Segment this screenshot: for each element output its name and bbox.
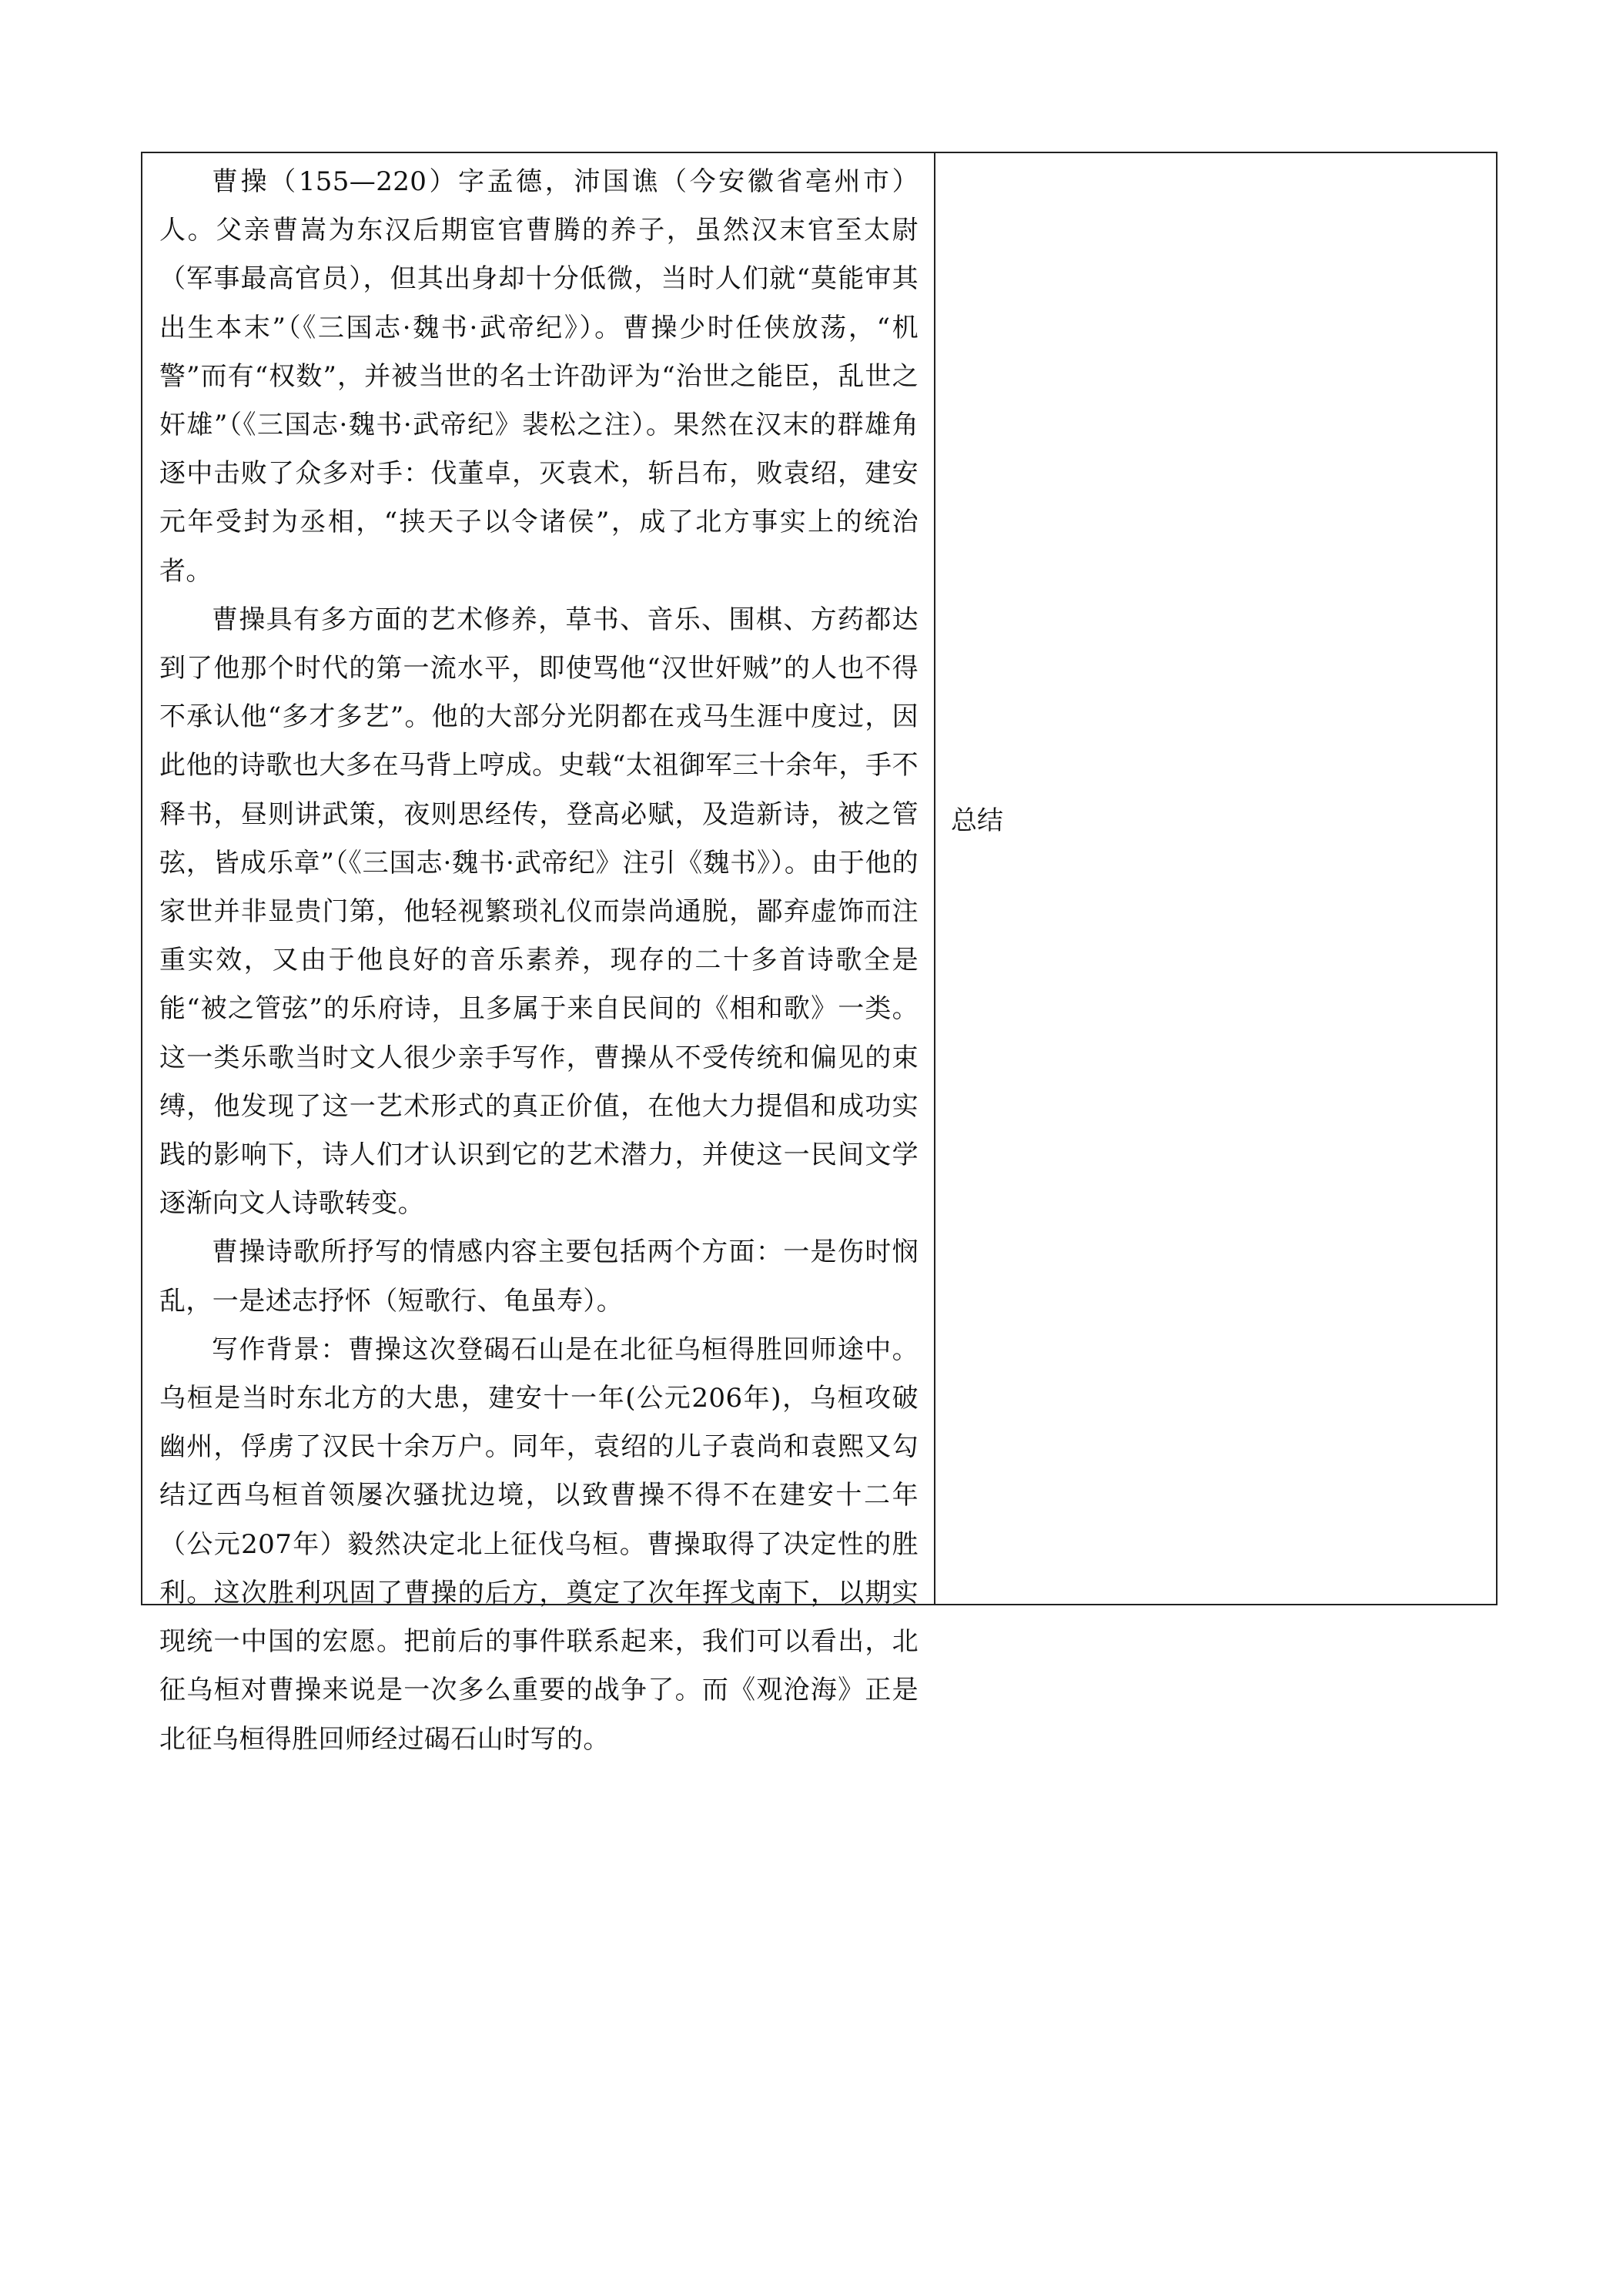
paragraph-biography: 曹操（155—220）字孟德，沛国谯（今安徽省亳州市）人。父亲曹嵩为东汉后期宦官曹腾的养子，虽然汉末官至太尉（军事最高官员），但其出身却十分低微，当时人们就“莫能审其出生本末”（《三国志·魏书·武帝纪》）。曹操少时任侠放荡，“机警”而有“权数”，并被当世的名士许劭评为“治世之能臣，乱世之奸雄”（《三国志·魏书·武帝纪》裴松之注）。果然在汉末的群雄角逐中击败了众多对手：伐董卓，灭袁术，斩吕布，败袁绍，建安元年受封为丞相，“挟天子以令诸侯”，成了北方事实上的统治者。 <box>159 166 919 587</box>
summary-label: 总结 <box>951 805 1003 836</box>
summary-cell <box>935 153 1496 1604</box>
text-cell <box>142 153 935 1755</box>
paragraph-poetry-themes: 曹操诗歌所抒写的情感内容主要包括两个方面：一是伤时悯乱，一是述志抒怀（短歌行、龟虽寿）。 <box>159 1237 919 1317</box>
paragraph-background: 写作背景：曹操这次登碣石山是在北征乌桓得胜回师途中。乌桓是当时东北方的大患，建安十一年(公元206年)，乌桓攻破幽州，俘虏了汉民十余万户。同年，袁绍的儿子袁尚和袁熙又勾结辽西乌桓首领屡次骚扰边境，以致曹操不得不在建安十二年（公元207年）毅然决定北上征伐乌桓。曹操取得了决定性的胜利。这次胜利巩固了曹操的后方，奠定了次年挥戈南下，以期实现统一中国的宏愿。把前后的事件联系起来，我们可以看出，北征乌桓对曹操来说是一次多么重要的战争了。而《观沧海》正是北征乌桓得胜回师经过碣石山时写的。 <box>159 1334 919 1755</box>
paragraph-artistry: 曹操具有多方面的艺术修养，草书、音乐、围棋、方药都达到了他那个时代的第一流水平，即使骂他“汉世奸贼”的人也不得不承认他“多才多艺”。他的大部分光阴都在戎马生涯中度过，因此他的诗歌也大多在马背上哼成。史载“太祖御军三十余年，手不释书，昼则讲武策，夜则思经传，登高必赋，及造新诗，被之管弦，皆成乐章”（《三国志·魏书·武帝纪》注引《魏书》）。由于他的家世并非显贵门第，他轻视繁琐礼仪而崇尚通脱，鄙弃虚饰而注重实效，又由于他良好的音乐素养，现存的二十多首诗歌全是能“被之管弦”的乐府诗，且多属于来自民间的《相和歌》一类。这一类乐歌当时文人很少亲手写作，曹操从不受传统和偏见的束缚，他发现了这一艺术形式的真正价值，在他大力提倡和成功实践的影响下，诗人们才认识到它的艺术潜力，并使这一民间文学逐渐向文人诗歌转变。 <box>159 604 919 1220</box>
content-table <box>141 152 1498 1755</box>
